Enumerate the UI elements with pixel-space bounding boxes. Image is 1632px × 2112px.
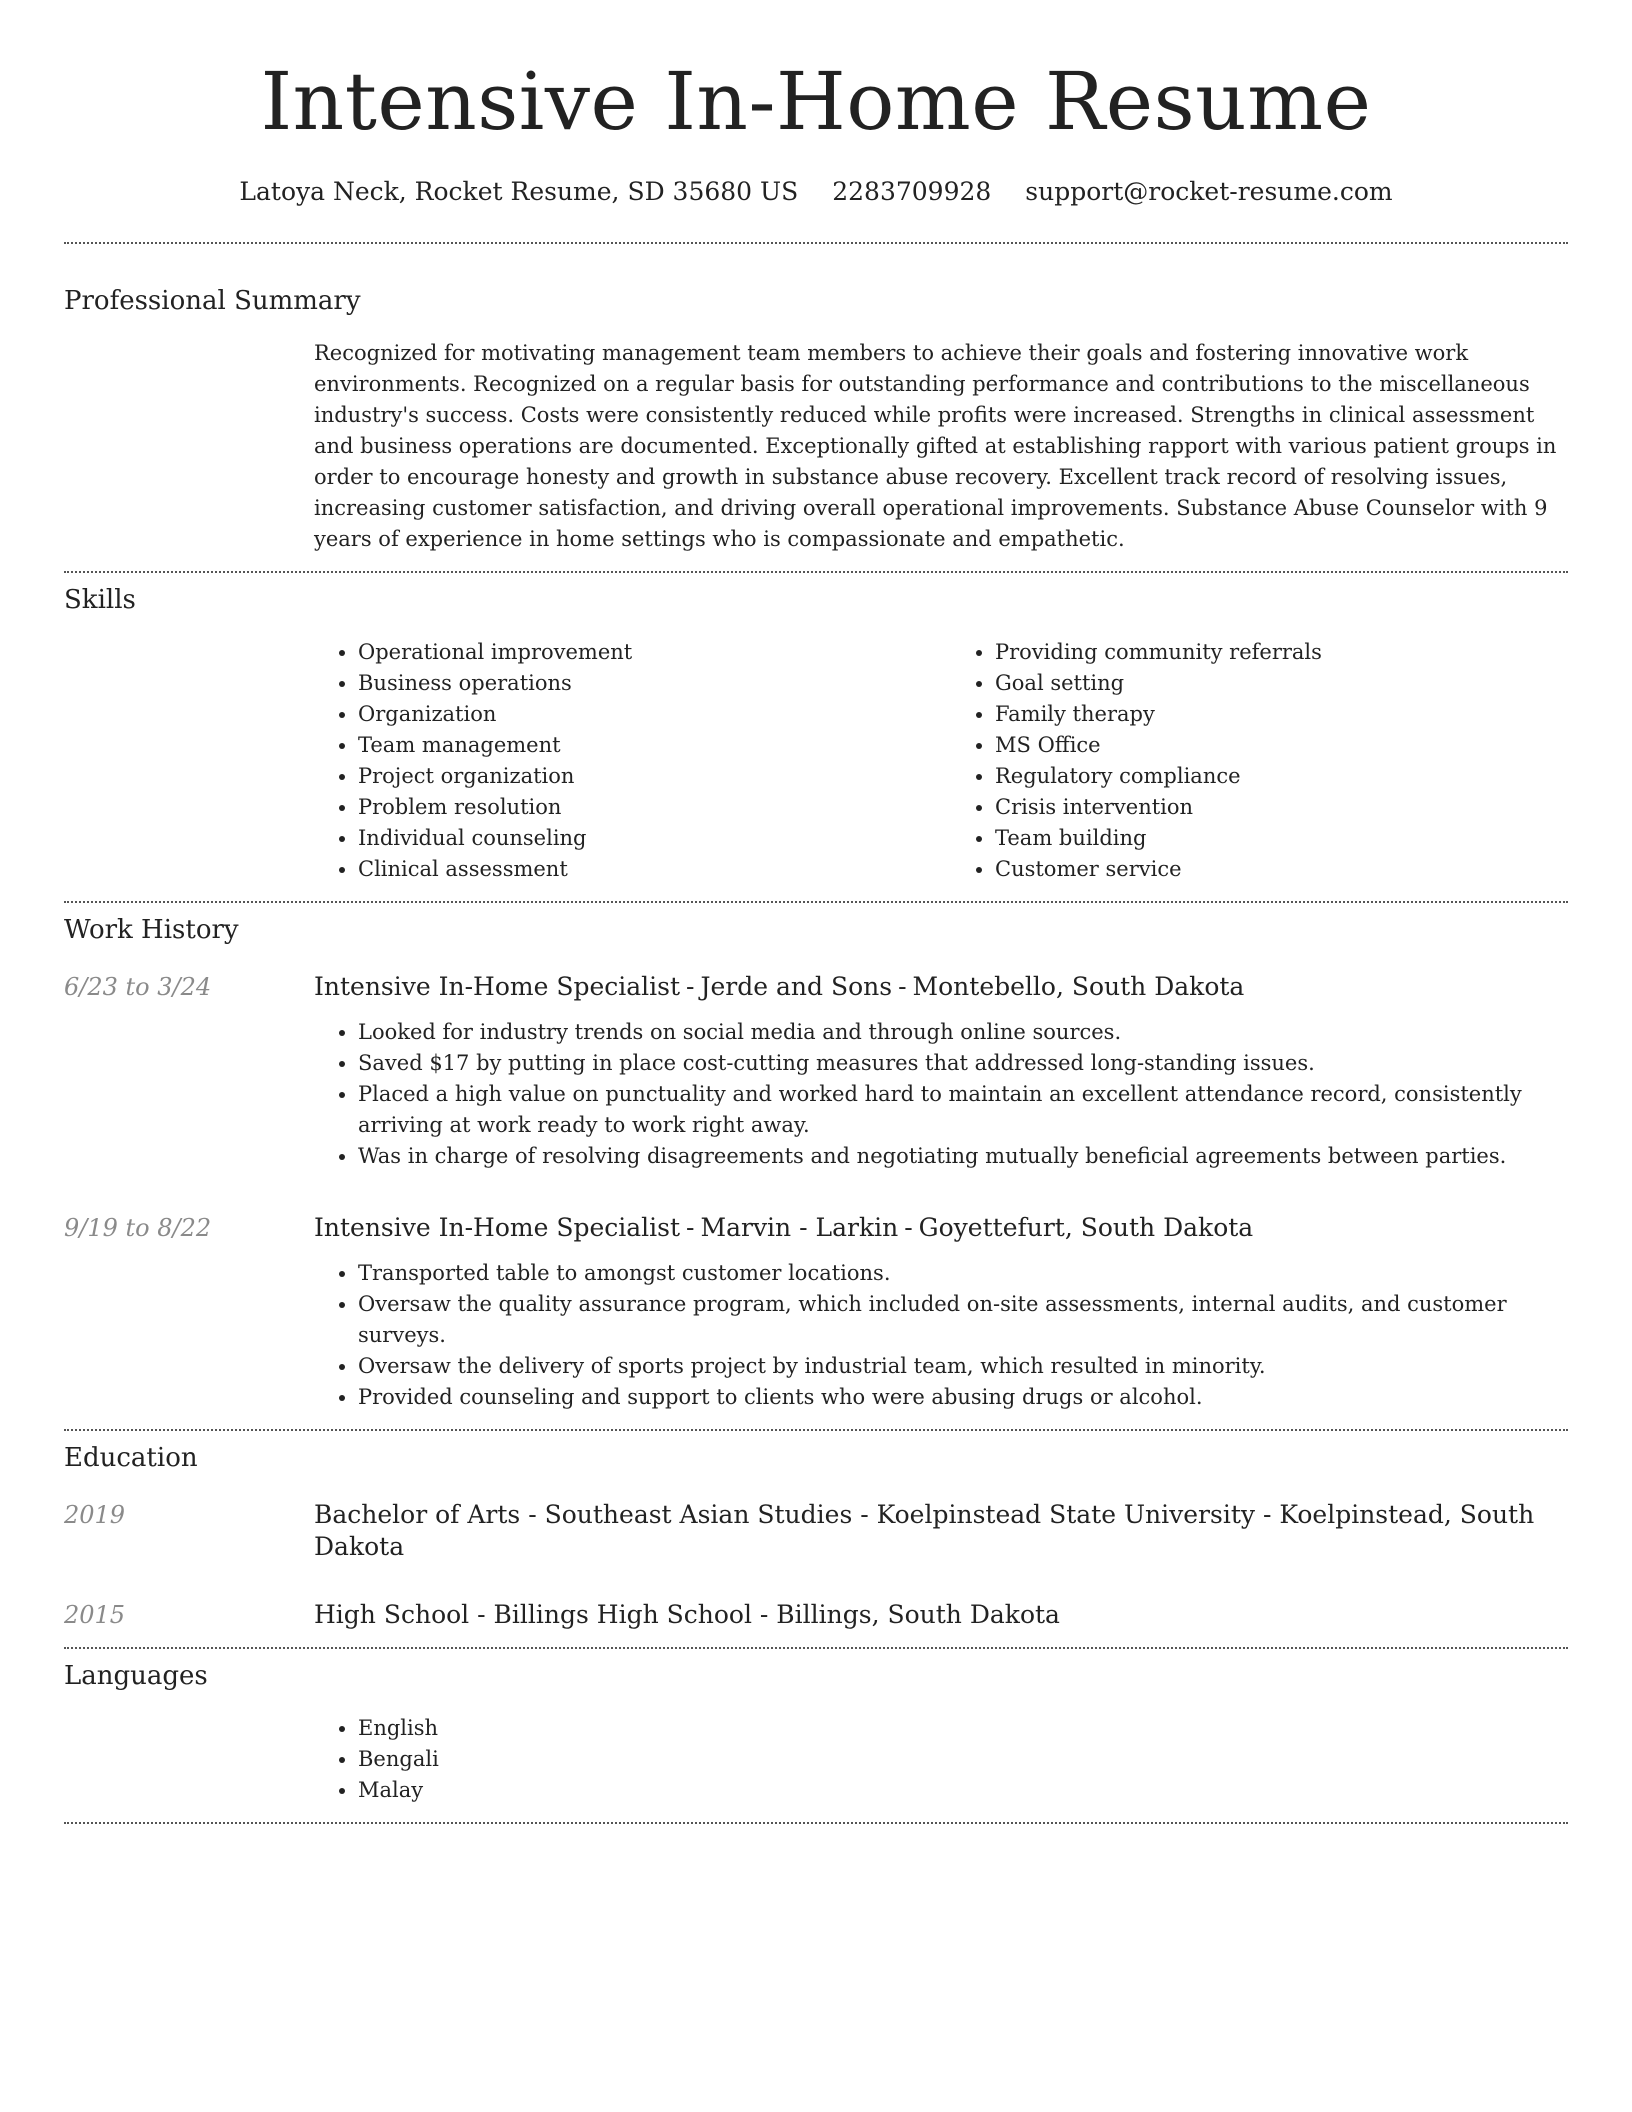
contact-phone: 2283709928 bbox=[832, 177, 992, 206]
skill-item: • Clinical assessment bbox=[358, 854, 931, 885]
summary-text: Recognized for motivating management team members to achieve their goals and fostering innovative work environments. Recognized on a regular basis for outstanding performance and contributions to the miscellaneous industry's success. Costs were consistently reduced while profits were increased. Strengths in clinical assessment and business operations are documented. Exceptionally gifted at establishing rapport with various patient groups in order to encourage honesty and growth in substance abuse recovery. Excellent track record of resolving issues, increasing customer satisfaction, and driving overall operational improvements. Substance Abuse Counselor with 9 years of experience in home settings who is compassionate and empathetic. bbox=[314, 341, 1557, 551]
education-school: Billings High School bbox=[493, 1600, 752, 1629]
job-bullet: • Was in charge of resolving disagreements and negotiating mutually beneficial agreements between parties. bbox=[358, 1141, 1568, 1172]
education-heading: Bachelor of Arts - Southeast Asian Studies - Koelpinstead State University - Koelpinstead, South Dakota bbox=[314, 1500, 1535, 1561]
skill-item: • Regulatory compliance bbox=[995, 761, 1568, 792]
job-location: Montebello, South Dakota bbox=[912, 972, 1245, 1001]
job-entry bbox=[64, 1212, 1568, 1413]
skills-list-left bbox=[314, 637, 931, 885]
section-title-summary: Professional Summary bbox=[64, 286, 361, 316]
job-title: Intensive In-Home Specialist bbox=[314, 972, 681, 1001]
education-section bbox=[64, 1431, 1568, 1647]
job-location: Goyettefurt, South Dakota bbox=[918, 1213, 1254, 1242]
skill-item: • Problem resolution bbox=[358, 792, 931, 823]
job-bullets bbox=[314, 1258, 1568, 1413]
job-heading: Intensive In-Home Specialist - Jerde and Sons - Montebello, South Dakota bbox=[314, 972, 1245, 1001]
skills-section bbox=[64, 573, 1568, 901]
language-item: • Bengali bbox=[358, 1744, 1568, 1775]
job-company: Marvin - Larkin bbox=[700, 1213, 899, 1242]
section-title-education: Education bbox=[64, 1443, 198, 1473]
skill-item: • Family therapy bbox=[995, 699, 1568, 730]
skill-item: • Team management bbox=[358, 730, 931, 761]
job-title: Intensive In-Home Specialist bbox=[314, 1213, 681, 1242]
job-bullet: • Looked for industry trends on social media and through online sources. bbox=[358, 1017, 1568, 1048]
education-year: 2019 bbox=[64, 1501, 126, 1529]
education-degree: High School bbox=[314, 1600, 470, 1629]
work-section bbox=[64, 903, 1568, 1429]
skill-item: • MS Office bbox=[995, 730, 1568, 761]
education-heading: High School - Billings High School - Billings, South Dakota bbox=[314, 1600, 1060, 1629]
languages-section bbox=[64, 1649, 1568, 1822]
section-title-skills: Skills bbox=[64, 585, 136, 615]
job-bullets bbox=[314, 1017, 1568, 1172]
skill-item: • Crisis intervention bbox=[995, 792, 1568, 823]
divider bbox=[64, 1822, 1568, 1824]
education-school: Koelpinstead State University bbox=[876, 1500, 1255, 1529]
job-company: Jerde and Sons bbox=[700, 972, 893, 1001]
contact-address: Latoya Neck, Rocket Resume, SD 35680 US bbox=[239, 177, 799, 206]
education-location: Koelpinstead, South Dakota bbox=[314, 1500, 1535, 1561]
languages-list bbox=[314, 1713, 1568, 1806]
summary-section bbox=[64, 244, 1568, 571]
job-bullet: • Transported table to amongst customer locations. bbox=[358, 1258, 1568, 1289]
job-bullet: • Saved $17 by putting in place cost-cutting measures that addressed long-standing issues. bbox=[358, 1048, 1568, 1079]
skill-item: • Goal setting bbox=[995, 668, 1568, 699]
job-dates: 6/23 to 3/24 bbox=[64, 973, 212, 1001]
skill-item: • Organization bbox=[358, 699, 931, 730]
skill-item: • Individual counseling bbox=[358, 823, 931, 854]
education-entry bbox=[64, 1599, 1568, 1631]
job-bullet: • Oversaw the quality assurance program, which included on-site assessments, internal audits, and customer surveys. bbox=[358, 1289, 1568, 1351]
job-bullet: • Placed a high value on punctuality and worked hard to maintain an excellent attendance record, consistently arriving at work ready to work right away. bbox=[358, 1079, 1568, 1141]
education-entry bbox=[64, 1499, 1568, 1563]
education-location: Billings, South Dakota bbox=[776, 1600, 1060, 1629]
job-entry bbox=[64, 971, 1568, 1172]
contact-email: support@rocket-resume.com bbox=[1025, 177, 1393, 206]
resume-title: Intensive In-Home Resume bbox=[260, 55, 1372, 148]
skill-item: • Project organization bbox=[358, 761, 931, 792]
skill-item: • Business operations bbox=[358, 668, 931, 699]
language-item: • Malay bbox=[358, 1775, 1568, 1806]
job-dates: 9/19 to 8/22 bbox=[64, 1214, 212, 1242]
job-bullet: • Provided counseling and support to clients who were abusing drugs or alcohol. bbox=[358, 1382, 1568, 1413]
language-item: • English bbox=[358, 1713, 1568, 1744]
education-degree: Bachelor of Arts bbox=[314, 1500, 521, 1529]
skills-list-right bbox=[951, 637, 1568, 885]
skill-item: • Operational improvement bbox=[358, 637, 931, 668]
contact-line bbox=[64, 176, 1568, 208]
education-field: Southeast Asian Studies bbox=[544, 1500, 853, 1529]
education-year: 2015 bbox=[64, 1601, 126, 1629]
section-title-languages: Languages bbox=[64, 1661, 208, 1691]
skill-item: • Providing community referrals bbox=[995, 637, 1568, 668]
skill-item: • Team building bbox=[995, 823, 1568, 854]
job-heading: Intensive In-Home Specialist - Marvin - Larkin - Goyettefurt, South Dakota bbox=[314, 1213, 1254, 1242]
job-bullet: • Oversaw the delivery of sports project by industrial team, which resulted in minority. bbox=[358, 1351, 1568, 1382]
skill-item: • Customer service bbox=[995, 854, 1568, 885]
section-title-work: Work History bbox=[64, 915, 239, 945]
